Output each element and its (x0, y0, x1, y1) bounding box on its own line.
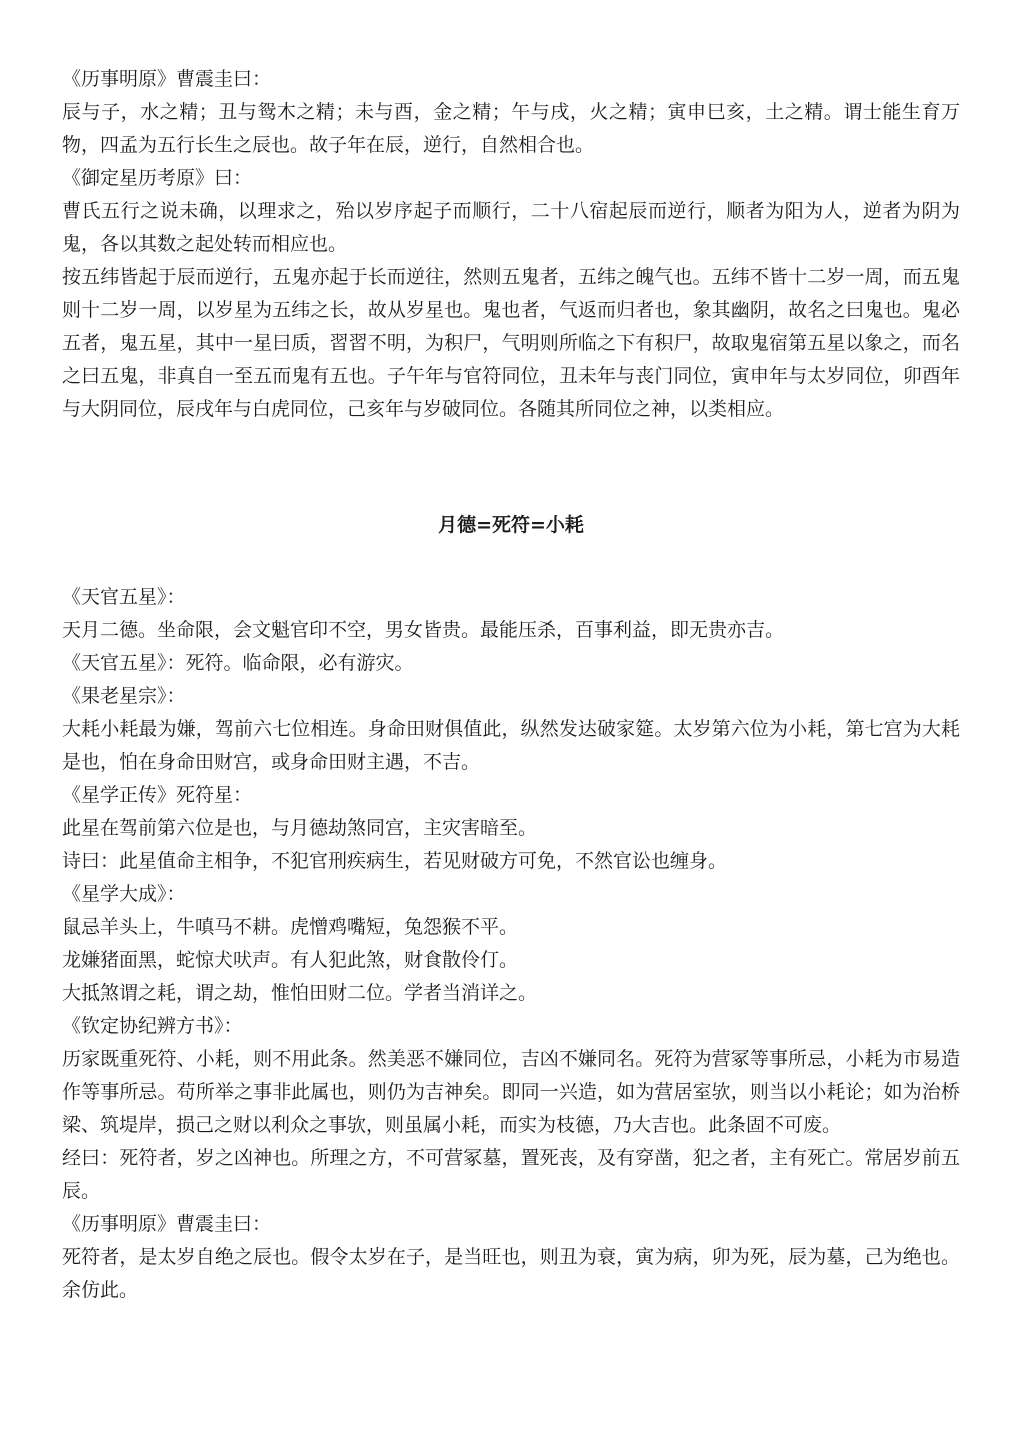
paragraph: 大抵煞谓之耗，谓之劫，惟怕田财二位。学者当消详之。 (62, 982, 538, 1004)
source-citation: 《天官五星》： (62, 586, 186, 608)
section-heading: 月德=死符=小耗 (438, 514, 584, 536)
poem-line: 龙嫌猪面黑，蛇惊犬吠声。有人犯此煞，财食散伶仃。 (62, 949, 519, 971)
poem-line: 诗曰：此星值命主相争，不犯官刑疾病生，若见财破方可免，不然官讼也缠身。 (62, 850, 728, 872)
paragraph: 按五纬皆起于辰而逆行，五鬼亦起于长而逆往，然则五鬼者，五纬之魄气也。五纬不皆十二岁一周，而五鬼则十二岁一周，以岁星为五纬之长，故从岁星也。鬼也者，气返而归者也，象其幽阴，故名之曰鬼也。鬼必五者，鬼五星，其中一星曰质，習習不明，为积尸，气明则所临之下有积尸，故取鬼宿第五星以象之，而名之曰五鬼，非真自一至五而鬼有五也。子午年与官符同位，丑未年与丧门同位，寅申年与太岁同位，卯酉年与大阴同位，辰戌年与白虎同位，己亥年与岁破同位。各随其所同位之神，以类相应。 (62, 266, 960, 420)
paragraph: 曹氏五行之说未确，以理求之，殆以岁序起子而顺行，二十八宿起辰而逆行，顺者为阳为人，逆者为阴为鬼，各以其数之起处转而相应也。 (62, 200, 960, 255)
paragraph: 大耗小耗最为嫌，驾前六七位相连。身命田财俱值此，纵然发达破家筵。太岁第六位为小耗，第七宫为大耗是也，怕在身命田财宫，或身命田财主遇，不吉。 (62, 718, 960, 773)
source-citation: 《钦定协纪辨方书》： (62, 1015, 243, 1037)
source-citation: 《历事明原》曹震圭曰： (62, 1213, 272, 1235)
paragraph: 历家既重死符、小耗，则不用此条。然美恶不嫌同位，吉凶不嫌同名。死符为营冢等事所忌，小耗为市易造作等事所忌。苟所举之事非此属也，则仍为吉神矣。即同一兴造，如为营居室欤，则当以小耗论；如为治桥梁、筑堤岸，损己之财以利众之事欤，则虽属小耗，而实为枝德，乃大吉也。此条固不可废。 (62, 1048, 960, 1136)
paragraph: 辰与子，水之精；丑与鸳木之精；未与酉，金之精；午与戌，火之精；寅申巳亥，土之精。谓士能生育万物，四孟为五行长生之辰也。故子年在辰，逆行，自然相合也。 (62, 101, 960, 156)
source-citation: 《御定星历考原》曰： (62, 167, 253, 189)
paragraph: 死符者，是太岁自绝之辰也。假令太岁在子，是当旺也，则丑为衰，寅为病，卯为死，辰为墓，己为绝也。余仿此。 (62, 1246, 960, 1301)
paragraph: 经曰：死符者，岁之凶神也。所理之方，不可营冢墓，置死丧，及有穿凿，犯之者，主有死亡。常居岁前五辰。 (62, 1147, 960, 1202)
paragraph: 天月二德。坐命限，会文魁官印不空，男女皆贵。最能压杀，百事利益，即无贵亦吉。 (62, 619, 785, 641)
section-yuede-sifu-xiaohao (62, 581, 960, 1307)
section-five-ghosts (62, 63, 960, 426)
poem-line: 鼠忌羊头上，牛嗔马不耕。虎憎鸡嘴短，兔怨猴不平。 (62, 916, 519, 938)
source-citation: 《果老星宗》： (62, 685, 186, 707)
source-citation: 《历事明原》曹震圭曰： (62, 68, 272, 90)
source-citation: 《天官五星》：死符。临命限，必有游灾。 (62, 652, 414, 674)
source-citation: 《星学正传》死符星： (62, 784, 253, 806)
source-citation: 《星学大成》： (62, 883, 186, 905)
paragraph: 此星在驾前第六位是也，与月德劫煞同宫，主灾害暗至。 (62, 817, 538, 839)
